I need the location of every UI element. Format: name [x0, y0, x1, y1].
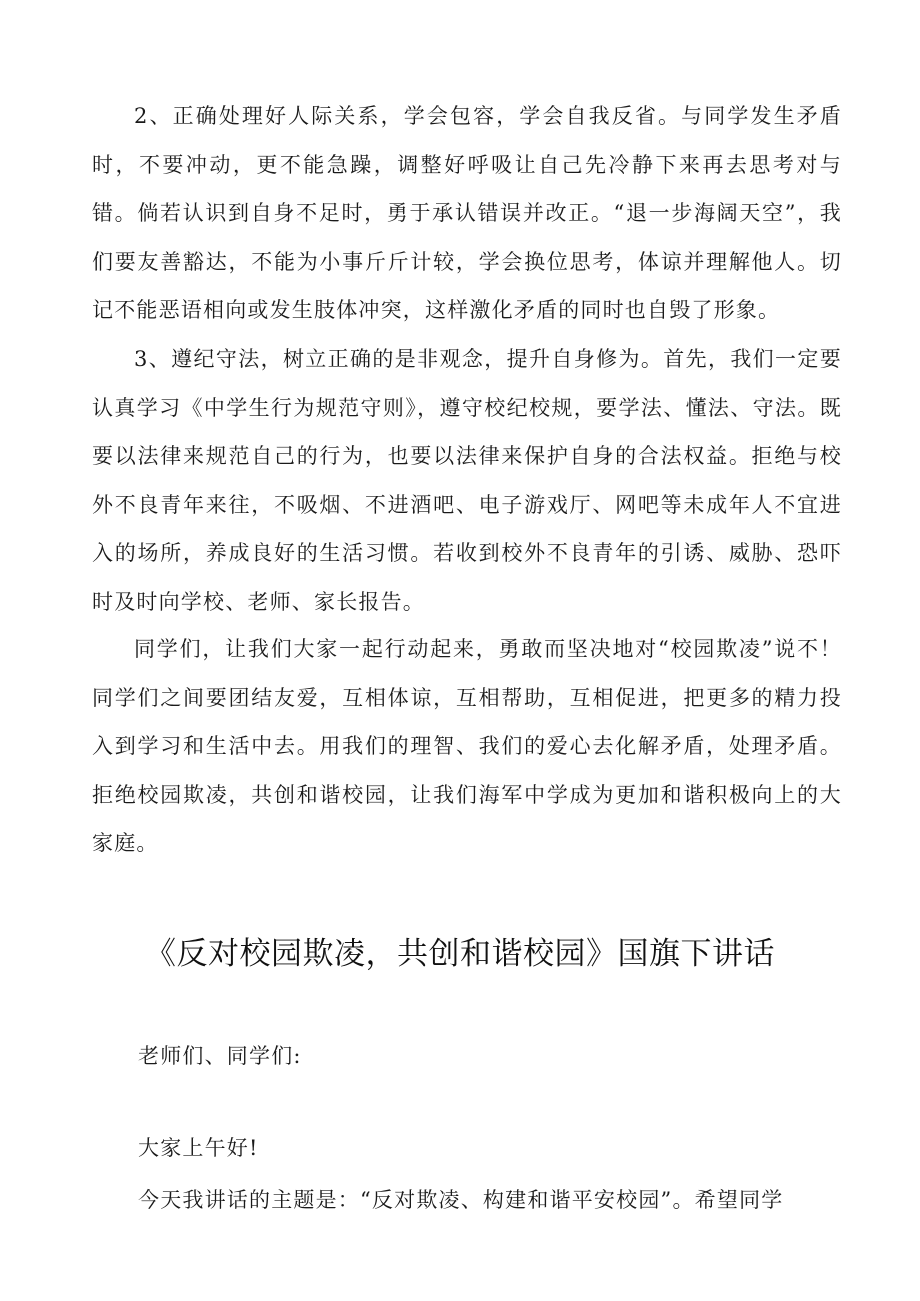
paragraph-call-to-action: 同学们，让我们大家一起行动起来，勇敢而坚决地对“校园欺凌”说不！同学们之间要团结友爱，互相体谅，互相帮助，互相促进，把更多的精力投入到学习和生活中去。用我们的理智、我们的爱心去化解矛盾，处理矛盾。拒绝校园欺凌，共创和谐校园，让我们海军中学成为更加和谐积极向上的大家庭。: [92, 637, 842, 855]
paragraph-law-abiding: 3、遵纪守法，树立正确的是非观念，提升自身修为。首先，我们一定要认真学习《中学生行为规范守则》，遵守校纪校规，要学法、懂法、守法。既要以法律来规范自己的行为，也要以法律来保护自身的合法权益。拒绝与校外不良青年来往，不吸烟、不进酒吧、电子游戏厅、网吧等未成年人不宜进入的场所，养成良好的生活习惯。若收到校外不良青年的引诱、威胁、恐吓时及时向学校、老师、家长报告。: [92, 347, 842, 614]
speech-title: 《反对校园欺凌，共创和谐校园》国旗下讲话: [145, 936, 775, 972]
speech-greeting: 老师们、同学们:: [138, 1044, 302, 1068]
paragraph-interpersonal: 2、正确处理好人际关系，学会包容，学会自我反省。与同学发生矛盾时，不要冲动，更不能急躁，调整好呼吸让自己先冷静下来再去思考对与错。倘若认识到自身不足时，勇于承认错误并改正。“退一步海阔天空”，我们要友善豁达，不能为小事斤斤计较，学会换位思考，体谅并理解他人。切记不能恶语相向或发生肢体冲突，这样激化矛盾的同时也自毁了形象。: [92, 104, 842, 322]
speech-hello: 大家上午好!: [138, 1136, 259, 1160]
speech-topic-line: 今天我讲话的主题是：“反对欺凌、构建和谐平安校园”。希望同学: [138, 1188, 784, 1212]
